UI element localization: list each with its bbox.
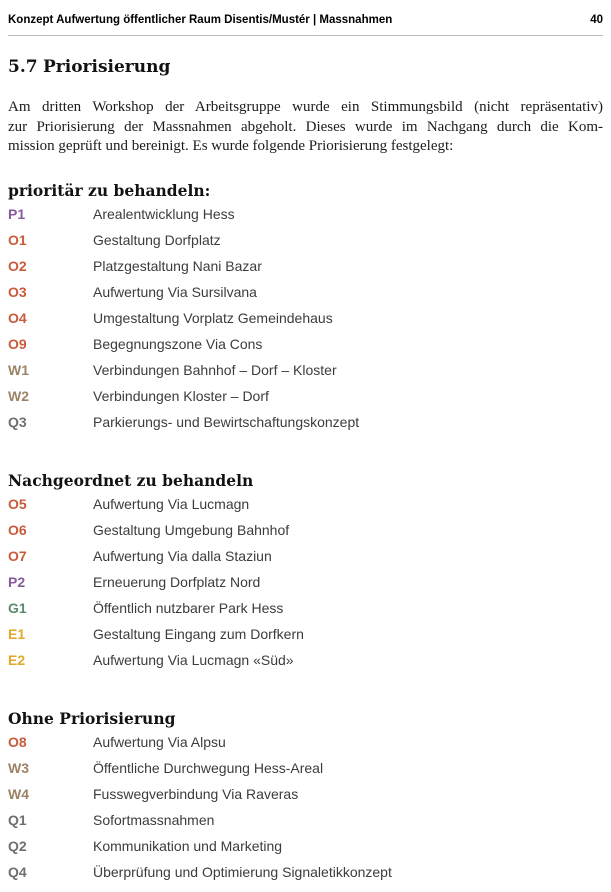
group-heading: prioritär zu behandeln: — [8, 180, 211, 200]
measure-label: Öffentlich nutzbarer Park Hess — [93, 599, 284, 616]
measure-label: Parkierungs- und Bewirtschaftungskonzept — [93, 413, 360, 430]
section-number: 5.7 — [8, 57, 38, 77]
measure-code: Q3 — [8, 413, 27, 430]
measure-row — [8, 409, 603, 435]
section-title-text: Priorisierung — [43, 57, 171, 77]
measure-row — [8, 833, 603, 859]
measure-row — [8, 331, 603, 357]
measure-code: W3 — [8, 759, 29, 776]
measure-code: Q4 — [8, 863, 27, 880]
measure-label: Erneuerung Dorfplatz Nord — [93, 573, 261, 590]
intro-line: Am dritten Workshop der Arbeitsgruppe wurde ein Stimmungsbild (nicht repräsentativ) — [8, 99, 603, 115]
measure-label: Gestaltung Dorfplatz — [93, 231, 221, 248]
measure-label: Überprüfung und Optimierung Signaletikkonzept — [93, 863, 392, 880]
intro-paragraph — [8, 98, 603, 157]
measure-code: G1 — [8, 599, 27, 616]
intro-line: zur Priorisierung der Massnahmen abgeholt. Dieses wurde im Nachgang durch die Kom- — [8, 118, 603, 135]
measure-label: Gestaltung Umgebung Bahnhof — [93, 521, 290, 538]
measure-label: Aufwertung Via Sursilvana — [93, 283, 257, 300]
measure-row — [8, 279, 603, 305]
measure-label: Begegnungszone Via Cons — [93, 335, 263, 352]
intro-line: mission geprüft und bereinigt. Es wurde folgende Priorisierung festgelegt: — [8, 138, 454, 154]
priority-group — [8, 709, 603, 885]
section-heading — [8, 57, 603, 77]
measure-row — [8, 781, 603, 807]
group-list — [8, 729, 603, 885]
measure-code: W1 — [8, 361, 29, 378]
measure-code: O8 — [8, 733, 27, 750]
measure-row — [8, 755, 603, 781]
measure-row — [8, 807, 603, 833]
measure-row — [8, 621, 603, 647]
group-heading: Nachgeordnet zu behandeln — [8, 470, 254, 490]
measure-label: Platzgestaltung Nani Bazar — [93, 257, 262, 274]
page-number: 40 — [590, 14, 603, 26]
measure-row — [8, 569, 603, 595]
measure-row — [8, 859, 603, 885]
measure-code: O4 — [8, 309, 27, 326]
measure-label: Aufwertung Via Alpsu — [93, 733, 226, 750]
document-title: Konzept Aufwertung öffentlicher Raum Disentis/Mustér | Massnahmen — [8, 14, 393, 26]
group-heading: Ohne Priorisierung — [8, 708, 176, 728]
measure-row — [8, 595, 603, 621]
measure-row — [8, 383, 603, 409]
priority-group — [8, 471, 603, 673]
measure-code: W4 — [8, 785, 29, 802]
measure-row — [8, 201, 603, 227]
measure-code: P2 — [8, 573, 26, 590]
measure-code: W2 — [8, 387, 29, 404]
measure-label: Aufwertung Via Lucmagn «Süd» — [93, 651, 294, 668]
measure-code: E2 — [8, 651, 26, 668]
measure-label: Umgestaltung Vorplatz Gemeindehaus — [93, 309, 333, 326]
measure-row — [8, 357, 603, 383]
measure-code: Q2 — [8, 837, 27, 854]
measure-label: Aufwertung Via Lucmagn — [93, 495, 250, 512]
measure-code: O1 — [8, 231, 27, 248]
measure-label: Gestaltung Eingang zum Dorfkern — [93, 625, 304, 642]
measure-label: Verbindungen Kloster – Dorf — [93, 387, 269, 404]
priority-group — [8, 181, 603, 435]
measure-row — [8, 253, 603, 279]
measure-code: O7 — [8, 547, 27, 564]
measure-code: O5 — [8, 495, 27, 512]
measure-code: Q1 — [8, 811, 27, 828]
measure-row — [8, 517, 603, 543]
measure-label: Sofortmassnahmen — [93, 811, 215, 828]
measure-code: O9 — [8, 335, 27, 352]
measure-label: Verbindungen Bahnhof – Dorf – Kloster — [93, 361, 337, 378]
measure-label: Arealentwicklung Hess — [93, 205, 235, 222]
measure-label: Fusswegverbindung Via Raveras — [93, 785, 299, 802]
measure-label: Öffentliche Durchwegung Hess-Areal — [93, 759, 324, 776]
measure-label: Kommunikation und Marketing — [93, 837, 283, 854]
measure-code: E1 — [8, 625, 26, 642]
measure-code: O2 — [8, 257, 27, 274]
measure-row — [8, 305, 603, 331]
measure-row — [8, 491, 603, 517]
measure-row — [8, 647, 603, 673]
priority-groups — [8, 181, 603, 885]
measure-label: Aufwertung Via dalla Staziun — [93, 547, 272, 564]
measure-code: P1 — [8, 205, 26, 222]
running-header — [8, 0, 603, 36]
group-list — [8, 201, 603, 435]
measure-code: O6 — [8, 521, 27, 538]
measure-row — [8, 543, 603, 569]
group-list — [8, 491, 603, 673]
measure-code: O3 — [8, 283, 27, 300]
measure-row — [8, 729, 603, 755]
measure-row — [8, 227, 603, 253]
